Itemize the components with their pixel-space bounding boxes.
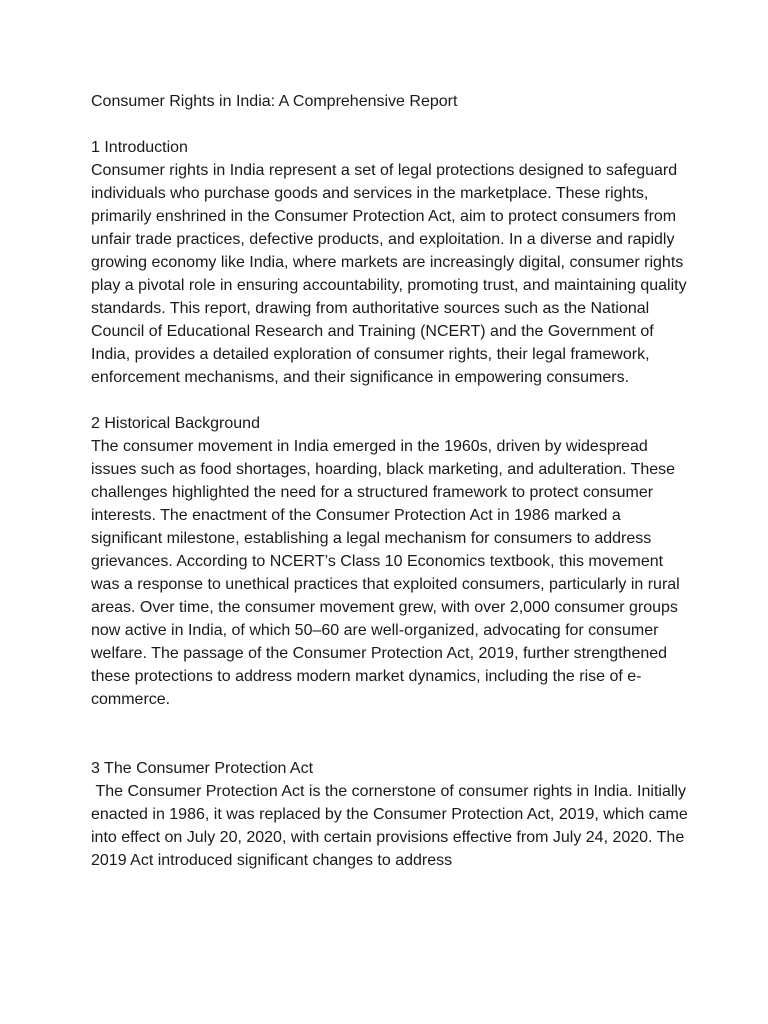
document-title: Consumer Rights in India: A Comprehensive Report [91, 93, 458, 110]
section-paragraph: Consumer rights in India represent a set of legal protections designed to safeguard individuals who purchase goods and services in the marketplace. These rights, primarily enshrined in the Consumer Protection Act, aim to protect consumers from unfair trade practices, defective products, and exploitation. In a diverse and rapidly growing economy like India, where markets are increasingly digital, consumer rights play a pivotal role in ensuring accountability, promoting trust, and maintaining quality standards. This report, drawing from authoritative sources such as the National Council of Educational Research and Training (NCERT) and the Government of India, provides a detailed exploration of consumer rights, their legal framework, enforcement mechanisms, and their significance in empowering consumers. [91, 162, 687, 386]
document-page [91, 90, 691, 895]
section-heading: 2 Historical Background [91, 415, 260, 432]
section-heading: 1 Introduction [91, 139, 188, 156]
section-heading: 3 The Consumer Protection Act [91, 760, 314, 777]
section-consumer-protection-act [91, 757, 691, 872]
blank-line [91, 734, 691, 757]
section-historical-background [91, 412, 691, 711]
section-introduction [91, 136, 691, 389]
section-paragraph: The Consumer Protection Act is the cornerstone of consumer rights in India. Initially enacted in 1986, it was replaced by the Consumer Protection Act, 2019, which came into effect on July 20, 2020, with certain provisions effective from July 24, 2020. The 2019 Act introduced significant changes to address [91, 783, 693, 869]
section-paragraph: The consumer movement in India emerged in the 1960s, driven by widespread issues such as food shortages, hoarding, black marketing, and adulteration. These challenges highlighted the need for a structured framework to protect consumer interests. The enactment of the Consumer Protection Act in 1986 marked a significant milestone, establishing a legal mechanism for consumers to address grievances. According to NCERT’s Class 10 Economics textbook, this movement was a response to unethical practices that exploited consumers, particularly in rural areas. Over time, the consumer movement grew, with over 2,000 consumer groups now active in India, of which 50–60 are well-organized, advocating for consumer welfare. The passage of the Consumer Protection Act, 2019, further strengthened these protections to address modern market dynamics, including the rise of e-commerce. [91, 438, 680, 708]
